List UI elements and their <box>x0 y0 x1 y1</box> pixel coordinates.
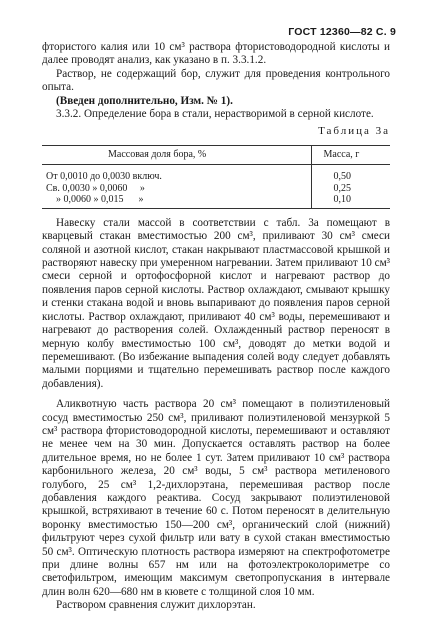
table-cell-mass: 0,25 <box>311 183 390 195</box>
body-paragraph-reference: Раствором сравнения служит дихлорэтан. <box>56 599 256 612</box>
section-heading-3-3-2: 3.3.2. Определение бора в стали, нерастворимой в серной кислоте. <box>56 108 374 121</box>
intro-paragraph-2: Раствор, не содержащий бор, служит для проведения контрольного опыта. <box>42 67 390 94</box>
table-caption: Таблица 3а <box>318 125 390 138</box>
table-row <box>42 183 390 195</box>
boron-mass-table <box>42 145 390 209</box>
amendment-note: (Введен дополнительно, Изм. № 1). <box>56 94 233 107</box>
table-cell-range: От 0,0010 до 0,0030 включ. <box>46 171 162 183</box>
body-paragraph-sample-prep: Навеску стали массой в соответствии с табл. 3а помещают в кварцевый стакан вместимостью 200 см³, приливают 30 см³ смеси соляной и азотной кислот, стакан накрывают пластмассовой крышкой и растворяют навеску при умеренном нагревании. Затем приливают 10 см³ смеси серной и ортофосфорной кислот и нагревают раствор до появления паров серной кислоты. Раствор охлаждают, смывают крышку и стенки стакана водой и вновь выпаривают до появления паров серной кислоты. Раствор охлаждают, приливают 40 см³ воды, перемешивают и нагревают до растворения солей. Охлажденный раствор переносят в мерную колбу вместимостью 100 см³, доводят до метки водой и перемешивают. (Во избежание выпадения солей воду следует добавлять малыми порциями и тщательно перемешивать раствор после каждого добавления). <box>42 216 390 390</box>
paragraph-spacer <box>42 391 390 398</box>
table-header-boron-fraction: Массовая доля бора, % <box>42 145 311 165</box>
table-cell-range: Св. 0,0030 » 0,0060 » <box>46 182 145 194</box>
table-cell-mass: 0,50 <box>311 165 390 183</box>
page-header: ГОСТ 12360—82 С. 9 <box>288 26 396 38</box>
table-row <box>42 165 390 183</box>
table-cell-range: » 0,0060 » 0,015 » <box>42 194 311 208</box>
body-paragraph-aliquot: Аликвотную часть раствора 20 см³ помещают в полиэтиленовый сосуд вместимостью 250 см³, приливают полиэтиленовой мензуркой 5 см³ раствора фтористоводородной кислоты, перемешивают и оставляют не менее чем на 30 мин. Допускается оставлять раствор на более длительное время, но не более 1 сут. Затем приливают 10 см³ раствора карбонильного железа, 20 см³ воды, 5 см³ раствора метиленового голубого, 25 см³ 1,2-дихлорэтана, перемешивая раствор после добавления каждого реактива. Сосуд закрывают полиэтиленовой крышкой, встряхивают в течение 60 с. Потом переносят в делительную воронку вместимостью 150—200 см³, органический слой (нижний) фильтруют через сухой фильтр или вату в сухой стакан вместимостью 50 см³. Оптическую плотность раствора измеряют на спектрофотометре при длине волны 657 нм или на фотоэлектроколориметре со светофильтром, имеющим максимум светопропускания в интервале длин волн 620—680 нм в кювете с толщиной слоя 10 мм. <box>42 398 390 598</box>
intro-paragraph-1: фтористого калия или 10 см³ раствора фтористоводородной кислоты и далее проводят анализ, как указано в п. 3.3.1.2. <box>42 41 390 67</box>
table-header-row <box>42 145 390 165</box>
table-cell-mass: 0,10 <box>311 194 390 208</box>
table-header-mass: Масса, г <box>311 145 390 165</box>
document-body <box>42 41 390 613</box>
table-row <box>42 194 390 208</box>
